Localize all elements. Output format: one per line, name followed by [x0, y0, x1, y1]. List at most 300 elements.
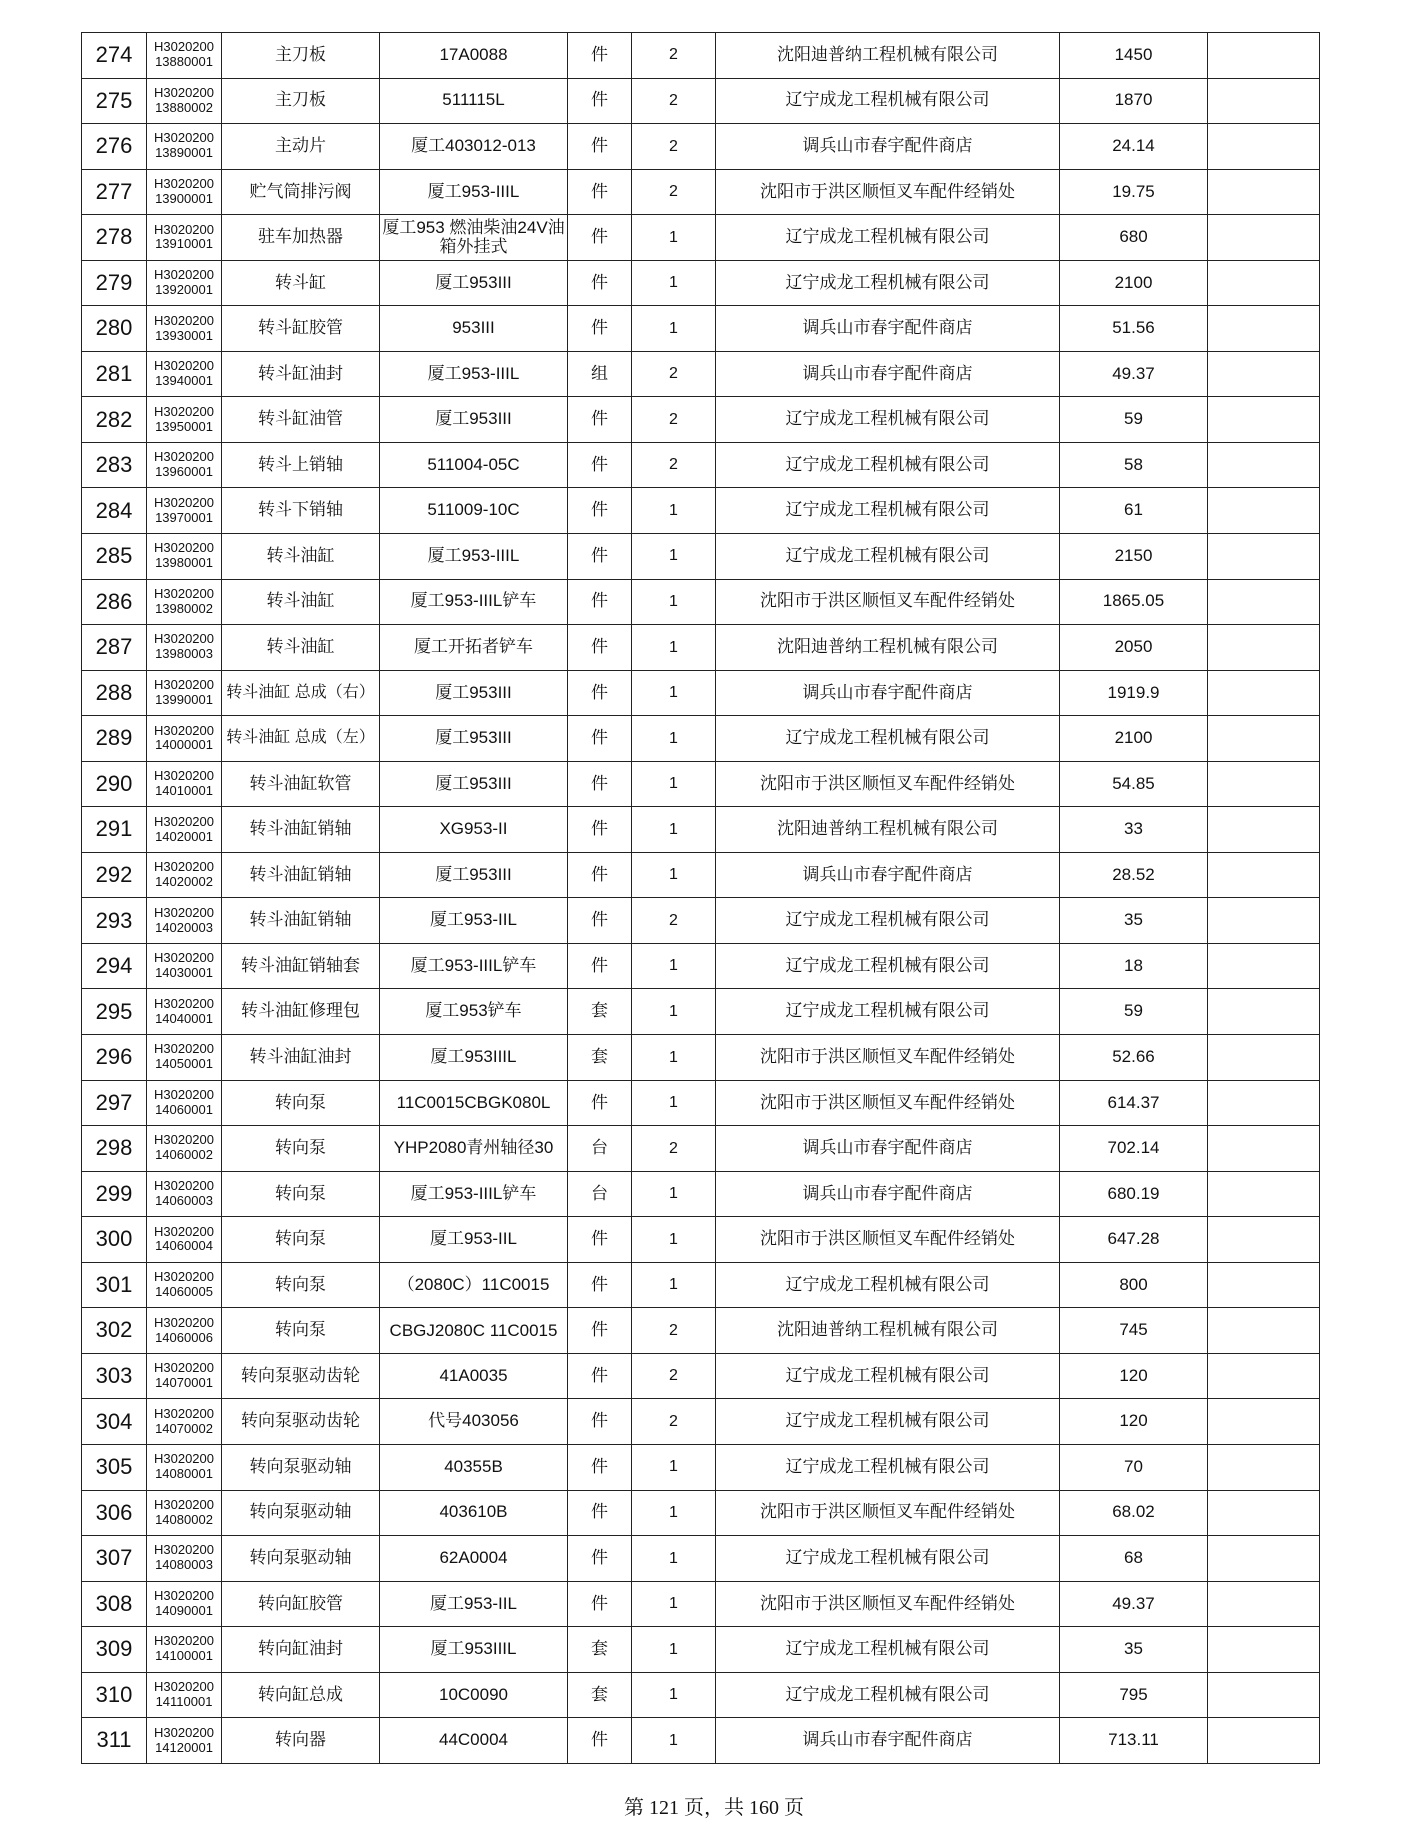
quantity: 1	[632, 1080, 716, 1126]
material-code-prefix: H3020200	[154, 1679, 214, 1695]
table-row	[82, 1080, 1320, 1126]
table-row	[82, 807, 1320, 853]
supplier-name: 调兵山市春宇配件商店	[716, 351, 1060, 397]
supplier-name: 调兵山市春宇配件商店	[716, 124, 1060, 170]
part-model: 511115L	[380, 78, 568, 124]
material-code-prefix: H3020200	[154, 1360, 214, 1376]
table-row	[82, 670, 1320, 716]
part-name: 主动片	[222, 124, 380, 170]
unit-price: 68	[1060, 1536, 1208, 1582]
part-name: 转斗下销轴	[222, 488, 380, 534]
unit: 台	[568, 1126, 632, 1172]
part-model: 厦工953III	[380, 852, 568, 898]
table-row	[82, 1353, 1320, 1399]
table-row	[82, 1035, 1320, 1081]
row-index: 289	[82, 716, 147, 762]
material-code-prefix: H3020200	[154, 1724, 214, 1740]
material-code-suffix: 13990001	[155, 691, 213, 707]
material-code-suffix: 14070002	[155, 1420, 213, 1436]
material-code-prefix: H3020200	[154, 1496, 214, 1512]
part-model: CBGJ2080C 11C0015	[380, 1308, 568, 1354]
material-code-suffix: 14100001	[155, 1648, 213, 1664]
part-model: 厦工953IIIL	[380, 1627, 568, 1673]
table-row	[82, 625, 1320, 671]
unit-price: 51.56	[1060, 306, 1208, 352]
part-model: 403610B	[380, 1490, 568, 1536]
material-code	[147, 579, 222, 625]
part-model: YHP2080青州轴径30	[380, 1126, 568, 1172]
table-row	[82, 351, 1320, 397]
part-name: 转斗油缸销轴	[222, 898, 380, 944]
table-row	[82, 898, 1320, 944]
material-code-prefix: H3020200	[154, 403, 214, 419]
material-code-prefix: H3020200	[154, 1314, 214, 1330]
row-index: 281	[82, 351, 147, 397]
table-row	[82, 1672, 1320, 1718]
material-code-suffix: 14120001	[155, 1739, 213, 1755]
material-code-suffix: 13920001	[155, 282, 213, 297]
unit: 件	[568, 1399, 632, 1445]
material-code-prefix: H3020200	[154, 84, 214, 100]
quantity: 1	[632, 761, 716, 807]
quantity: 1	[632, 1035, 716, 1081]
unit-price: 19.75	[1060, 169, 1208, 215]
table-row	[82, 1444, 1320, 1490]
part-model: 11C0015CBGK080L	[380, 1080, 568, 1126]
part-name: 转向泵	[222, 1171, 380, 1217]
material-code-suffix: 14010001	[155, 783, 213, 799]
table-row	[82, 215, 1320, 261]
part-name: 转斗油缸销轴	[222, 807, 380, 853]
table-row	[82, 397, 1320, 443]
part-model: 厦工953-IIL	[380, 898, 568, 944]
part-name: 转向缸总成	[222, 1672, 380, 1718]
unit: 组	[568, 351, 632, 397]
remark	[1208, 1035, 1320, 1081]
row-index: 309	[82, 1627, 147, 1673]
part-model: 厦工953III	[380, 716, 568, 762]
material-code-suffix: 14060005	[155, 1284, 213, 1300]
supplier-name: 沈阳迪普纳工程机械有限公司	[716, 807, 1060, 853]
unit-price: 702.14	[1060, 1126, 1208, 1172]
material-code-suffix: 14080003	[155, 1557, 213, 1573]
row-index: 282	[82, 397, 147, 443]
row-index: 278	[82, 215, 147, 261]
material-code	[147, 943, 222, 989]
row-index: 288	[82, 670, 147, 716]
material-code	[147, 1718, 222, 1764]
part-name: 转向缸胶管	[222, 1581, 380, 1627]
remark	[1208, 306, 1320, 352]
quantity: 1	[632, 1262, 716, 1308]
unit: 件	[568, 670, 632, 716]
table-row	[82, 124, 1320, 170]
remark	[1208, 1627, 1320, 1673]
row-index: 307	[82, 1536, 147, 1582]
material-code-prefix: H3020200	[154, 1223, 214, 1239]
quantity: 2	[632, 1308, 716, 1354]
unit: 套	[568, 989, 632, 1035]
material-code-suffix: 13980003	[155, 646, 213, 662]
quantity: 2	[632, 33, 716, 79]
material-code-suffix: 13960001	[155, 464, 213, 480]
material-code-prefix: H3020200	[154, 1633, 214, 1649]
unit: 件	[568, 260, 632, 306]
part-model: 41A0035	[380, 1353, 568, 1399]
material-code-prefix: H3020200	[154, 950, 214, 966]
unit: 件	[568, 124, 632, 170]
table-row	[82, 1308, 1320, 1354]
row-index: 305	[82, 1444, 147, 1490]
material-code	[147, 1262, 222, 1308]
part-name: 转向泵驱动轴	[222, 1536, 380, 1582]
supplier-name: 调兵山市春宇配件商店	[716, 1718, 1060, 1764]
row-index: 274	[82, 33, 147, 79]
row-index: 297	[82, 1080, 147, 1126]
unit: 套	[568, 1672, 632, 1718]
page-number: 第 121 页，共 160 页	[624, 1797, 804, 1819]
material-code-prefix: H3020200	[154, 904, 214, 920]
supplier-name: 辽宁成龙工程机械有限公司	[716, 215, 1060, 261]
material-code	[147, 1171, 222, 1217]
table-row	[82, 579, 1320, 625]
part-name: 转向器	[222, 1718, 380, 1764]
table-row	[82, 169, 1320, 215]
remark	[1208, 1353, 1320, 1399]
material-code-prefix: H3020200	[154, 267, 214, 283]
part-name: 主刀板	[222, 33, 380, 79]
unit: 件	[568, 442, 632, 488]
part-model: 厦工开拓者铲车	[380, 625, 568, 671]
material-code	[147, 351, 222, 397]
unit-price: 49.37	[1060, 351, 1208, 397]
unit-price: 120	[1060, 1353, 1208, 1399]
quantity: 1	[632, 1718, 716, 1764]
unit-price: 33	[1060, 807, 1208, 853]
quantity: 1	[632, 852, 716, 898]
part-model: 厦工953III	[380, 761, 568, 807]
unit: 件	[568, 625, 632, 671]
unit-price: 70	[1060, 1444, 1208, 1490]
remark	[1208, 1126, 1320, 1172]
unit: 件	[568, 1262, 632, 1308]
unit-price: 2150	[1060, 534, 1208, 580]
material-code	[147, 534, 222, 580]
remark	[1208, 1308, 1320, 1354]
supplier-name: 辽宁成龙工程机械有限公司	[716, 898, 1060, 944]
supplier-name: 沈阳迪普纳工程机械有限公司	[716, 1308, 1060, 1354]
material-code-prefix: H3020200	[154, 1178, 214, 1193]
material-code	[147, 625, 222, 671]
part-name: 驻车加热器	[222, 215, 380, 261]
remark	[1208, 260, 1320, 306]
unit: 件	[568, 306, 632, 352]
unit-price: 745	[1060, 1308, 1208, 1354]
material-code	[147, 1126, 222, 1172]
material-code-suffix: 13970001	[155, 509, 213, 525]
table-row	[82, 761, 1320, 807]
material-code-suffix: 14060006	[155, 1329, 213, 1345]
material-code-suffix: 14020003	[155, 919, 213, 935]
material-code	[147, 1308, 222, 1354]
unit: 件	[568, 1444, 632, 1490]
unit-price: 614.37	[1060, 1080, 1208, 1126]
part-model: 厦工953-IIL	[380, 1217, 568, 1263]
unit-price: 59	[1060, 989, 1208, 1035]
material-code	[147, 807, 222, 853]
quantity: 2	[632, 124, 716, 170]
row-index: 300	[82, 1217, 147, 1263]
material-code-prefix: H3020200	[154, 995, 214, 1011]
unit-price: 28.52	[1060, 852, 1208, 898]
part-name: 转斗油缸	[222, 534, 380, 580]
quantity: 1	[632, 260, 716, 306]
quantity: 2	[632, 397, 716, 443]
supplier-name: 沈阳市于洪区顺恒叉车配件经销处	[716, 1217, 1060, 1263]
material-code-suffix: 13880001	[155, 54, 213, 70]
material-code-prefix: H3020200	[154, 722, 214, 738]
row-index: 295	[82, 989, 147, 1035]
remark	[1208, 1536, 1320, 1582]
supplier-name: 沈阳市于洪区顺恒叉车配件经销处	[716, 579, 1060, 625]
supplier-name: 辽宁成龙工程机械有限公司	[716, 1627, 1060, 1673]
row-index: 302	[82, 1308, 147, 1354]
material-code	[147, 1581, 222, 1627]
part-name: 转向泵	[222, 1126, 380, 1172]
unit: 件	[568, 1536, 632, 1582]
part-name: 转斗油缸销轴	[222, 852, 380, 898]
unit: 件	[568, 1353, 632, 1399]
remark	[1208, 716, 1320, 762]
unit: 件	[568, 33, 632, 79]
material-code-prefix: H3020200	[154, 585, 214, 601]
unit-price: 800	[1060, 1262, 1208, 1308]
quantity: 1	[632, 625, 716, 671]
supplier-name: 辽宁成龙工程机械有限公司	[716, 716, 1060, 762]
quantity: 1	[632, 1444, 716, 1490]
table-row	[82, 534, 1320, 580]
unit-price: 59	[1060, 397, 1208, 443]
remark	[1208, 1581, 1320, 1627]
table-row	[82, 943, 1320, 989]
remark	[1208, 215, 1320, 261]
material-code	[147, 761, 222, 807]
part-name: 转斗油缸	[222, 579, 380, 625]
table-row	[82, 1581, 1320, 1627]
supplier-name: 调兵山市春宇配件商店	[716, 852, 1060, 898]
part-name: 转斗缸胶管	[222, 306, 380, 352]
unit: 件	[568, 397, 632, 443]
supplier-name: 沈阳市于洪区顺恒叉车配件经销处	[716, 1035, 1060, 1081]
material-code-suffix: 13980001	[155, 555, 213, 571]
quantity: 1	[632, 807, 716, 853]
quantity: 1	[632, 1672, 716, 1718]
remark	[1208, 898, 1320, 944]
remark	[1208, 1171, 1320, 1217]
remark	[1208, 625, 1320, 671]
material-code-suffix: 14110001	[155, 1693, 213, 1709]
part-model: 厦工953-IIIL铲车	[380, 1171, 568, 1217]
unit: 件	[568, 1308, 632, 1354]
part-name: 转向泵	[222, 1080, 380, 1126]
supplier-name: 辽宁成龙工程机械有限公司	[716, 989, 1060, 1035]
part-model: 17A0088	[380, 33, 568, 79]
row-index: 286	[82, 579, 147, 625]
supplier-name: 调兵山市春宇配件商店	[716, 306, 1060, 352]
table-row	[82, 1217, 1320, 1263]
quantity: 1	[632, 1581, 716, 1627]
supplier-name: 辽宁成龙工程机械有限公司	[716, 1672, 1060, 1718]
part-model: 厦工953-IIIL铲车	[380, 943, 568, 989]
part-name: 转斗油缸软管	[222, 761, 380, 807]
remark	[1208, 989, 1320, 1035]
quantity: 2	[632, 1126, 716, 1172]
supplier-name: 调兵山市春宇配件商店	[716, 1171, 1060, 1217]
material-code-prefix: H3020200	[154, 540, 214, 556]
supplier-name: 沈阳市于洪区顺恒叉车配件经销处	[716, 169, 1060, 215]
supplier-name: 辽宁成龙工程机械有限公司	[716, 488, 1060, 534]
material-code	[147, 716, 222, 762]
material-code-suffix: 14060001	[155, 1101, 213, 1117]
parts-price-table	[81, 32, 1320, 1764]
quantity: 1	[632, 670, 716, 716]
quantity: 1	[632, 1536, 716, 1582]
part-name: 转向泵驱动齿轮	[222, 1399, 380, 1445]
material-code-prefix: H3020200	[154, 768, 214, 784]
quantity: 1	[632, 579, 716, 625]
part-model: 代号403056	[380, 1399, 568, 1445]
unit-price: 35	[1060, 898, 1208, 944]
material-code	[147, 1080, 222, 1126]
material-code-prefix: H3020200	[154, 130, 214, 146]
remark	[1208, 351, 1320, 397]
supplier-name: 辽宁成龙工程机械有限公司	[716, 78, 1060, 124]
material-code-suffix: 13880002	[155, 99, 213, 115]
material-code-prefix: H3020200	[154, 631, 214, 647]
table-row	[82, 716, 1320, 762]
material-code	[147, 1490, 222, 1536]
supplier-name: 辽宁成龙工程机械有限公司	[716, 1444, 1060, 1490]
material-code	[147, 488, 222, 534]
part-name: 转向泵	[222, 1308, 380, 1354]
supplier-name: 调兵山市春宇配件商店	[716, 670, 1060, 716]
unit-price: 120	[1060, 1399, 1208, 1445]
unit: 件	[568, 1718, 632, 1764]
unit: 件	[568, 579, 632, 625]
unit: 件	[568, 488, 632, 534]
supplier-name: 辽宁成龙工程机械有限公司	[716, 943, 1060, 989]
row-index: 280	[82, 306, 147, 352]
material-code-suffix: 14090001	[155, 1602, 213, 1618]
quantity: 1	[632, 989, 716, 1035]
part-name: 转向泵	[222, 1217, 380, 1263]
material-code	[147, 442, 222, 488]
supplier-name: 辽宁成龙工程机械有限公司	[716, 442, 1060, 488]
row-index: 294	[82, 943, 147, 989]
quantity: 1	[632, 943, 716, 989]
part-model: 厦工953-IIIL铲车	[380, 579, 568, 625]
quantity: 2	[632, 78, 716, 124]
part-name: 贮气筒排污阀	[222, 169, 380, 215]
material-code-prefix: H3020200	[154, 1132, 214, 1148]
row-index: 275	[82, 78, 147, 124]
row-index: 290	[82, 761, 147, 807]
material-code-suffix: 14020002	[155, 874, 213, 890]
unit-price: 18	[1060, 943, 1208, 989]
material-code-prefix: H3020200	[154, 1587, 214, 1603]
table-row	[82, 1126, 1320, 1172]
quantity: 2	[632, 1399, 716, 1445]
unit-price: 2050	[1060, 625, 1208, 671]
row-index: 283	[82, 442, 147, 488]
unit-price: 52.66	[1060, 1035, 1208, 1081]
material-code-suffix: 14050001	[155, 1056, 213, 1072]
material-code	[147, 1035, 222, 1081]
unit-price: 1919.9	[1060, 670, 1208, 716]
part-model: 厦工953IIIL	[380, 1035, 568, 1081]
unit-price: 647.28	[1060, 1217, 1208, 1263]
material-code-suffix: 14080001	[155, 1466, 213, 1482]
row-index: 277	[82, 169, 147, 215]
table-row	[82, 1536, 1320, 1582]
unit: 件	[568, 1217, 632, 1263]
material-code-prefix: H3020200	[154, 1451, 214, 1467]
unit-price: 1450	[1060, 33, 1208, 79]
part-name: 转斗油缸	[222, 625, 380, 671]
row-index: 292	[82, 852, 147, 898]
unit-price: 49.37	[1060, 1581, 1208, 1627]
material-code	[147, 169, 222, 215]
remark	[1208, 943, 1320, 989]
table-row	[82, 260, 1320, 306]
material-code-prefix: H3020200	[154, 494, 214, 510]
part-model: 厦工953-IIIL	[380, 351, 568, 397]
supplier-name: 辽宁成龙工程机械有限公司	[716, 1353, 1060, 1399]
remark	[1208, 78, 1320, 124]
material-code-suffix: 13950001	[155, 418, 213, 434]
remark	[1208, 1399, 1320, 1445]
quantity: 2	[632, 169, 716, 215]
table-row	[82, 442, 1320, 488]
table-row	[82, 33, 1320, 79]
part-name: 转斗缸油管	[222, 397, 380, 443]
quantity: 2	[632, 351, 716, 397]
remark	[1208, 807, 1320, 853]
part-model: 厦工953III	[380, 260, 568, 306]
row-index: 285	[82, 534, 147, 580]
quantity: 2	[632, 442, 716, 488]
quantity: 1	[632, 306, 716, 352]
unit: 件	[568, 169, 632, 215]
supplier-name: 沈阳市于洪区顺恒叉车配件经销处	[716, 1581, 1060, 1627]
material-code-prefix: H3020200	[154, 1086, 214, 1102]
material-code-suffix: 13980002	[155, 600, 213, 616]
supplier-name: 辽宁成龙工程机械有限公司	[716, 260, 1060, 306]
material-code-suffix: 13890001	[155, 145, 213, 161]
quantity: 2	[632, 898, 716, 944]
supplier-name: 辽宁成龙工程机械有限公司	[716, 534, 1060, 580]
table-row	[82, 488, 1320, 534]
part-model: 511004-05C	[380, 442, 568, 488]
part-model: 厦工953-IIL	[380, 1581, 568, 1627]
supplier-name: 沈阳市于洪区顺恒叉车配件经销处	[716, 761, 1060, 807]
material-code-prefix: H3020200	[154, 39, 214, 55]
material-code-prefix: H3020200	[154, 221, 214, 237]
part-model: 厦工953 燃油柴油24V油箱外挂式	[380, 215, 568, 261]
remark	[1208, 169, 1320, 215]
quantity: 1	[632, 1217, 716, 1263]
part-name: 转向泵驱动轴	[222, 1444, 380, 1490]
